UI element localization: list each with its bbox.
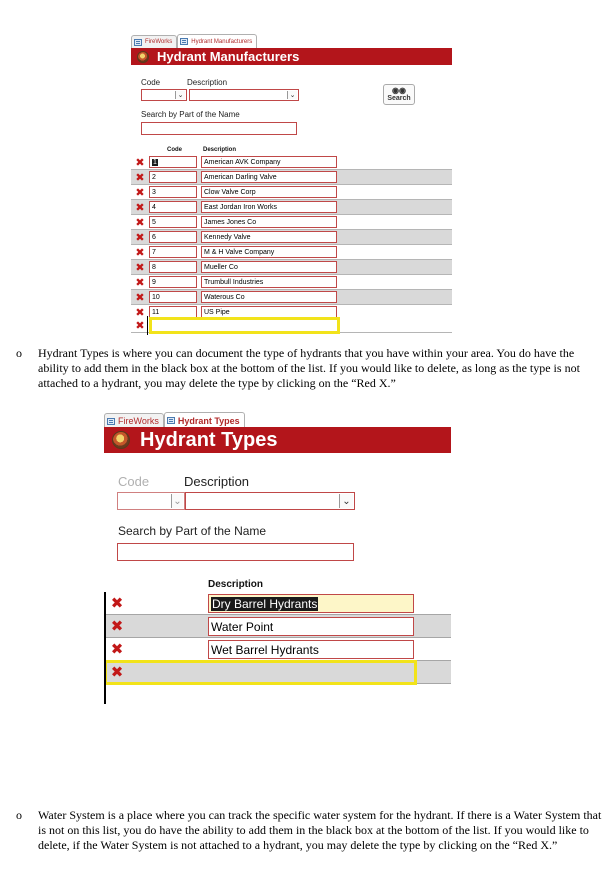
description-cell[interactable]: Wet Barrel Hydrants xyxy=(208,640,414,659)
chevron-down-icon[interactable]: ⌄ xyxy=(287,91,297,99)
table-row xyxy=(131,275,452,290)
fire-department-badge-icon xyxy=(137,51,149,63)
description-cell[interactable]: Mueller Co xyxy=(201,261,337,273)
code-combo[interactable] xyxy=(117,492,185,510)
description-cell[interactable]: M & H Valve Company xyxy=(201,246,337,258)
code-combo[interactable] xyxy=(141,89,187,101)
tab-label: FireWorks xyxy=(145,39,173,45)
list-bullet: o xyxy=(16,808,22,822)
column-header-description: Description xyxy=(203,147,237,153)
code-cell[interactable]: 7 xyxy=(149,246,197,258)
description-cell[interactable]: American AVK Company xyxy=(201,156,337,168)
code-cell[interactable]: 5 xyxy=(149,216,197,228)
search-input[interactable] xyxy=(141,122,297,135)
list-bullet: o xyxy=(16,346,22,360)
table-row xyxy=(131,290,452,305)
form-title-bar xyxy=(104,427,451,453)
delete-x-icon[interactable]: ✖ xyxy=(135,155,145,169)
delete-x-icon[interactable]: ✖ xyxy=(110,662,124,681)
row-divider xyxy=(147,316,148,335)
table-row xyxy=(131,155,452,170)
table-row xyxy=(131,215,452,230)
form-icon xyxy=(134,39,142,46)
description-combo[interactable] xyxy=(185,492,355,510)
search-label: Search by Part of the Name xyxy=(118,524,267,538)
tab-hydrant-manufacturers[interactable] xyxy=(177,34,257,48)
delete-x-icon[interactable]: ✖ xyxy=(135,290,145,304)
table-row xyxy=(131,230,452,245)
delete-x-icon[interactable]: ✖ xyxy=(135,275,145,289)
description-cell[interactable]: Kennedy Valve xyxy=(201,231,337,243)
code-cell[interactable]: 10 xyxy=(149,291,197,303)
form-icon xyxy=(107,418,115,425)
hydrant-types-form xyxy=(104,412,451,704)
code-cell[interactable]: 9 xyxy=(149,276,197,288)
water-system-paragraph: Water System is a place where you can track the specific water system for the hydrant. If there is a Water System that is not on this list, you do have the ability to add them in the black box at the bottom of the list. If you would like to delete, if the Water System is not attached to a hydrant, you may delete the type by clicking on the “Red X.” xyxy=(38,808,602,852)
form-icon xyxy=(180,38,188,45)
tab-strip xyxy=(131,34,257,48)
tab-label: Hydrant Manufacturers xyxy=(191,38,253,45)
table-row xyxy=(104,638,451,661)
description-cell[interactable]: James Jones Co xyxy=(201,216,337,228)
code-cell[interactable]: 4 xyxy=(149,201,197,213)
new-record-highlight xyxy=(104,660,417,685)
description-cell[interactable] xyxy=(208,594,414,613)
description-cell[interactable]: Water Point xyxy=(208,617,414,636)
code-label: Code xyxy=(118,474,150,489)
tab-label: FireWorks xyxy=(118,416,159,426)
description-cell[interactable]: East Jordan Iron Works xyxy=(201,201,337,213)
code-cell[interactable]: 11 xyxy=(149,306,197,318)
tab-fireworks[interactable] xyxy=(131,35,177,48)
search-button[interactable] xyxy=(383,84,415,105)
form-title-bar xyxy=(131,48,452,65)
search-button-label: Search xyxy=(387,95,411,102)
table-row xyxy=(104,615,451,638)
tab-label: Hydrant Types xyxy=(177,415,240,426)
table-row xyxy=(131,200,452,215)
tab-fireworks[interactable] xyxy=(104,413,164,428)
delete-x-icon[interactable]: ✖ xyxy=(135,230,145,244)
delete-x-icon[interactable]: ✖ xyxy=(110,616,124,635)
table-row xyxy=(131,185,452,200)
tab-strip xyxy=(104,412,245,428)
form-icon xyxy=(167,417,175,424)
delete-x-icon[interactable]: ✖ xyxy=(135,245,145,259)
delete-x-icon[interactable]: ✖ xyxy=(135,318,145,332)
table-row xyxy=(104,592,451,615)
description-cell[interactable]: Clow Valve Corp xyxy=(201,186,337,198)
description-cell[interactable]: Trumbull Industries xyxy=(201,276,337,288)
delete-x-icon[interactable]: ✖ xyxy=(135,260,145,274)
page-title: Hydrant Types xyxy=(140,428,278,451)
fire-department-badge-icon xyxy=(112,431,130,449)
search-label: Search by Part of the Name xyxy=(141,110,240,119)
description-combo[interactable] xyxy=(189,89,299,101)
tab-hydrant-types[interactable] xyxy=(164,412,245,428)
description-cell[interactable]: US Pipe xyxy=(201,306,337,318)
delete-x-icon[interactable]: ✖ xyxy=(135,215,145,229)
code-cell[interactable]: 3 xyxy=(149,186,197,198)
delete-x-icon[interactable]: ✖ xyxy=(135,200,145,214)
column-header-description: Description xyxy=(208,579,264,590)
delete-x-icon[interactable]: ✖ xyxy=(135,185,145,199)
chevron-down-icon[interactable]: ⌄ xyxy=(171,494,183,508)
description-label: Description xyxy=(184,474,250,489)
binoculars-icon: ◉◉ xyxy=(392,86,406,95)
table-row xyxy=(131,245,452,260)
description-cell[interactable]: American Darling Valve xyxy=(201,171,337,183)
chevron-down-icon[interactable]: ⌄ xyxy=(175,91,185,99)
chevron-down-icon[interactable]: ⌄ xyxy=(339,494,353,508)
code-cell[interactable] xyxy=(149,156,197,168)
delete-x-icon[interactable]: ✖ xyxy=(110,593,124,612)
selected-text: Dry Barrel Hydrants xyxy=(212,596,318,611)
table-row xyxy=(131,260,452,275)
delete-x-icon[interactable]: ✖ xyxy=(135,170,145,184)
left-border-line xyxy=(104,592,106,704)
code-cell[interactable]: 6 xyxy=(149,231,197,243)
page-title: Hydrant Manufacturers xyxy=(157,49,300,64)
selected-text: 1 xyxy=(153,158,157,166)
code-label: Code xyxy=(141,78,161,87)
code-cell[interactable]: 2 xyxy=(149,171,197,183)
hydrant-types-paragraph: Hydrant Types is where you can document the type of hydrants that you have within your area. You do have the ability to add them in the black box at the bottom of the list. If you would like to delete, as long as the type is not attached to a hydrant, you may delete the type by clicking on the “Red X.” xyxy=(38,346,580,390)
column-header-code: Code xyxy=(167,147,182,153)
hydrant-manufacturers-form xyxy=(131,34,452,338)
new-record-highlight xyxy=(149,317,340,334)
delete-x-icon[interactable]: ✖ xyxy=(110,639,124,658)
code-cell[interactable]: 8 xyxy=(149,261,197,273)
description-cell[interactable]: Waterous Co xyxy=(201,291,337,303)
description-label: Description xyxy=(187,78,228,87)
delete-x-icon[interactable]: ✖ xyxy=(135,305,145,319)
search-input[interactable] xyxy=(117,543,354,561)
table-row xyxy=(131,170,452,185)
